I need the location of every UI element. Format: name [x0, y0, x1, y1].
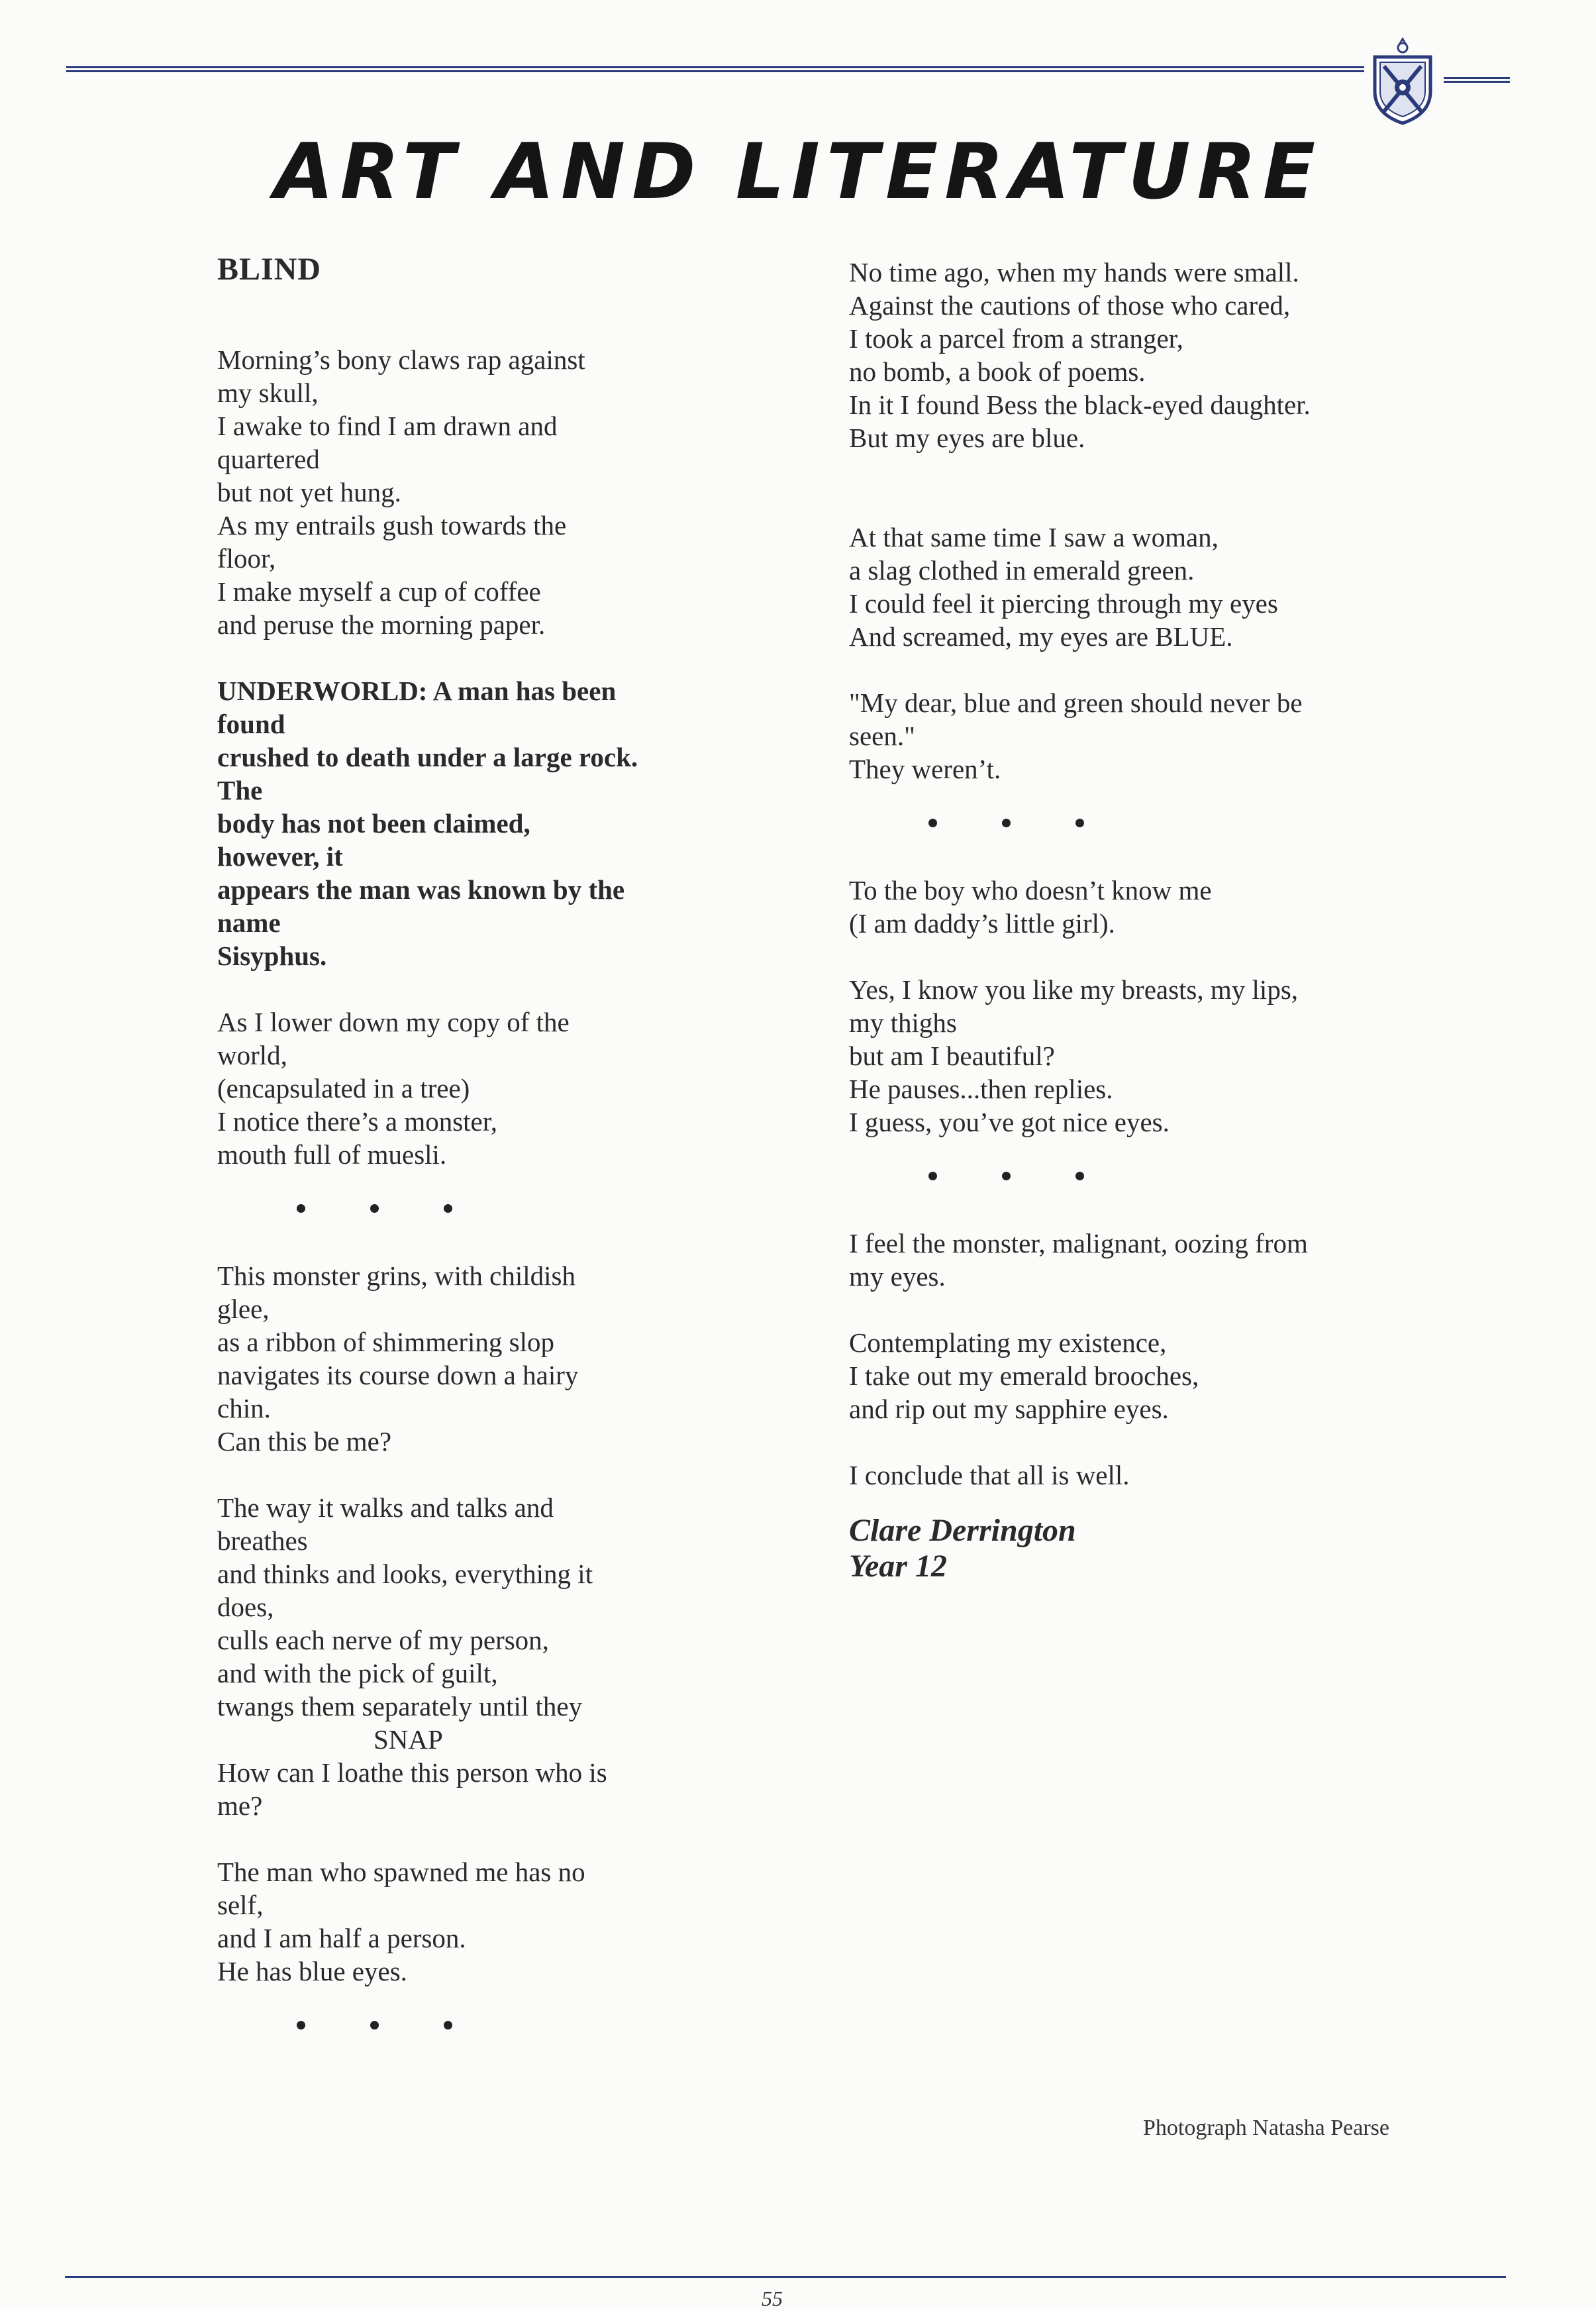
poem-line: This monster grins, with childish: [217, 1260, 575, 1291]
poem-line: name: [217, 907, 281, 938]
poem-line: and I am half a person.: [217, 1923, 466, 1953]
poem-line: As I lower down my copy of the: [217, 1007, 570, 1037]
poem-line: and rip out my sapphire eyes.: [849, 1394, 1169, 1424]
poem-line: (I am daddy’s little girl).: [849, 908, 1115, 939]
poem-line: He has blue eyes.: [217, 1956, 407, 1986]
poem-line: quartered: [217, 444, 320, 474]
stanza: [849, 686, 1445, 786]
poem-line: breathes: [217, 1525, 308, 1556]
page-number: 55: [762, 2286, 783, 2310]
poem-line: I notice there’s a monster,: [217, 1106, 498, 1137]
poem-line: UNDERWORLD: A man has been: [217, 676, 617, 706]
poem-line: but not yet hung.: [217, 477, 401, 507]
poem-line: me?: [217, 1790, 263, 1821]
poem-line: (encapsulated in a tree): [217, 1073, 470, 1104]
section-break-dots: [297, 2021, 707, 2029]
stanza: [217, 1491, 707, 1822]
stanza: [217, 343, 707, 641]
poem-line: "My dear, blue and green should never be: [849, 688, 1303, 718]
poem-line: But my eyes are blue.: [849, 423, 1085, 453]
poem-line: I conclude that all is well.: [849, 1460, 1130, 1490]
page-title: ART AND LITERATURE: [274, 127, 1322, 217]
poem-line: a slag clothed in emerald green.: [849, 555, 1195, 586]
stanza: [849, 973, 1445, 1139]
poem-line: as a ribbon of shimmering slop: [217, 1327, 555, 1357]
header-rule: [66, 66, 1364, 72]
poem-line: my thighs: [849, 1007, 957, 1038]
poem-line: I feel the monster, malignant, oozing from: [849, 1228, 1308, 1258]
poem-line: The: [217, 775, 263, 805]
poem-line: but am I beautiful?: [849, 1041, 1055, 1071]
poem-line: I guess, you’ve got nice eyes.: [849, 1107, 1170, 1137]
poem-line: however, it: [217, 841, 343, 872]
author-name: Clare Derrington: [849, 1513, 1076, 1548]
poem-line: mouth full of muesli.: [217, 1139, 447, 1170]
stanza: [849, 256, 1445, 454]
author-year: Year 12: [849, 1549, 947, 1584]
poem-line: navigates its course down a hairy: [217, 1360, 579, 1390]
section-break-dots: [928, 1172, 1445, 1180]
poem-line: Sisyphus.: [217, 941, 327, 971]
newspaper-headline: [217, 674, 707, 972]
poem-line: How can I loathe this person who is: [217, 1757, 607, 1788]
poem-line: To the boy who doesn’t know me: [849, 875, 1212, 905]
poem-line: twangs them separately until they: [217, 1691, 583, 1721]
stanza: [849, 521, 1445, 653]
poem-line: floor,: [217, 543, 276, 574]
poem-line: The man who spawned me has no: [217, 1857, 585, 1887]
poem-line: and thinks and looks, everything it: [217, 1559, 593, 1589]
poem-line: no bomb, a book of poems.: [849, 356, 1146, 387]
section-break-dots: [928, 819, 1445, 827]
poem-line: my eyes.: [849, 1261, 946, 1292]
section-break-dots: [297, 1204, 707, 1213]
poem-line: I could feel it piercing through my eyes: [849, 588, 1278, 619]
poem-line: and peruse the morning paper.: [217, 609, 546, 640]
poem-line: No time ago, when my hands were small.: [849, 257, 1299, 287]
stanza: [849, 1326, 1445, 1425]
poem-line: chin.: [217, 1393, 271, 1423]
poem-line: Morning’s bony claws rap against: [217, 344, 585, 375]
stanza: [849, 1459, 1445, 1492]
poem-line: culls each nerve of my person,: [217, 1625, 549, 1655]
poem-title: BLIND: [217, 252, 322, 287]
poem-line: The way it walks and talks and: [217, 1492, 554, 1523]
poem-line: my skull,: [217, 378, 319, 408]
poem-line: At that same time I saw a woman,: [849, 522, 1219, 552]
stanza: [217, 1259, 707, 1458]
poem-right-column: [849, 256, 1445, 1586]
poem-line: glee,: [217, 1294, 270, 1324]
poem-line: found: [217, 709, 285, 739]
stanza: [217, 1855, 707, 1988]
stanza: [217, 1005, 707, 1171]
poem-line: Can this be me?: [217, 1426, 392, 1457]
school-crest-icon: [1366, 34, 1440, 126]
poem-line: I awake to find I am drawn and: [217, 411, 558, 441]
stanza: [849, 1227, 1445, 1293]
poem-line: Yes, I know you like my breasts, my lips,: [849, 974, 1299, 1005]
poem-line: As my entrails gush towards the: [217, 510, 567, 540]
poem-line: In it I found Bess the black-eyed daughter.: [849, 389, 1311, 420]
poem-line: I make myself a cup of coffee: [217, 576, 541, 607]
poem-line: I take out my emerald brooches,: [849, 1361, 1199, 1391]
poem-line: seen.": [849, 721, 915, 751]
poem-left-column: [217, 253, 707, 2076]
poem-line: Against the cautions of those who cared,: [849, 290, 1291, 321]
poem-line: They weren’t.: [849, 754, 1001, 784]
poem-line: self,: [217, 1890, 264, 1920]
poem-line: I took a parcel from a stranger,: [849, 323, 1183, 354]
poem-line: He pauses...then replies.: [849, 1074, 1113, 1104]
poem-line: world,: [217, 1040, 287, 1070]
poem-line: and with the pick of guilt,: [217, 1658, 498, 1688]
poem-line: Contemplating my existence,: [849, 1327, 1167, 1358]
poem-line: does,: [217, 1592, 274, 1622]
poem-line: And screamed, my eyes are BLUE.: [849, 621, 1233, 652]
poem-line: appears the man was known by the: [217, 874, 625, 905]
photo-credit: Photograph Natasha Pearse: [1143, 2116, 1390, 2140]
poem-line-snap: SNAP: [374, 1724, 443, 1755]
footer-rule: [65, 2276, 1506, 2278]
poem-line: body has not been claimed,: [217, 808, 530, 839]
header-rule-right: [1444, 77, 1510, 83]
stanza: [849, 874, 1445, 940]
poem-line: crushed to death under a large rock.: [217, 742, 638, 772]
